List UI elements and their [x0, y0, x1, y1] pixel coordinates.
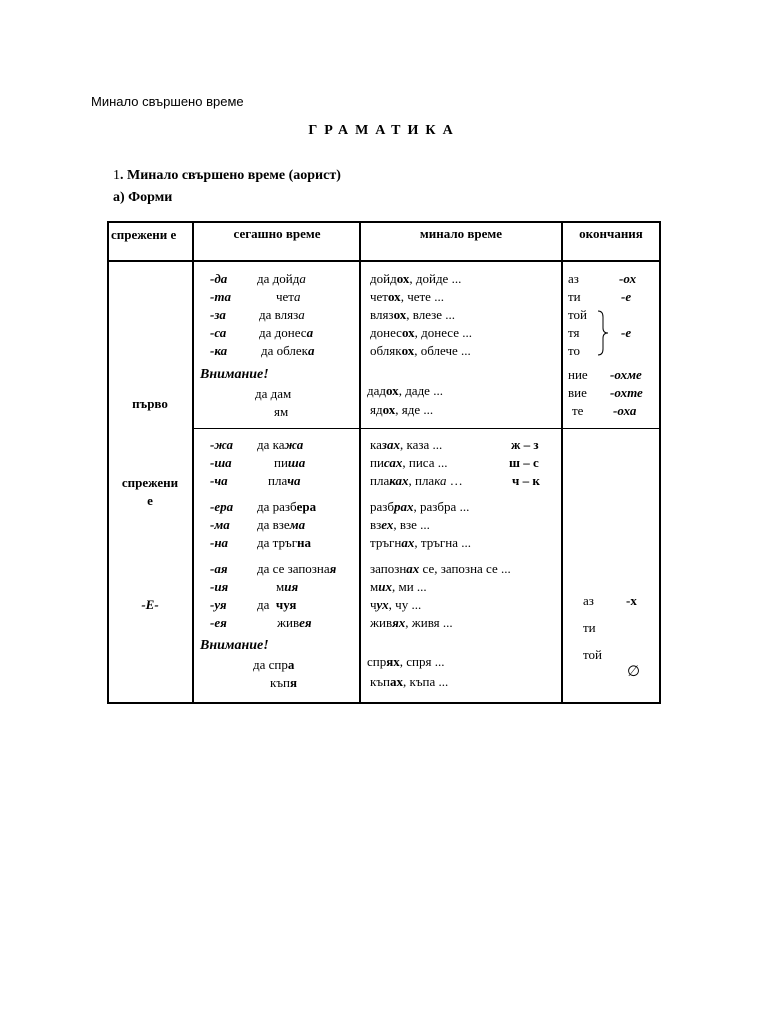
past-form: донесох, донесе ... — [370, 325, 472, 340]
section-subheading: а) Форми — [113, 190, 173, 205]
past-form: мих, ми ... — [370, 579, 427, 594]
brace-icon — [596, 310, 610, 356]
present-verb: да чуя — [257, 597, 297, 612]
suffix: -ма — [210, 517, 230, 532]
alternation: ч – к — [512, 473, 540, 488]
exception-verb: да спра — [253, 657, 295, 672]
suffix: -ея — [210, 615, 227, 630]
past-form: разбрах, разбра ... — [370, 499, 470, 514]
present-verb: да тръгна — [257, 535, 312, 550]
present-verb: да вляза — [259, 307, 305, 322]
exception-verb: къпя — [270, 675, 298, 690]
grammar-table — [107, 221, 661, 703]
alternation: ж – з — [511, 437, 539, 452]
present-verb: плача — [268, 473, 301, 488]
pronoun: той — [568, 307, 587, 322]
present-verb: да разбера — [257, 499, 317, 514]
header-note: Минало свършено време — [91, 94, 244, 109]
ending: -охте — [610, 385, 643, 400]
table-border-top — [107, 221, 661, 223]
past-form: запознах се, запозна се ... — [370, 561, 511, 576]
table-col-divider — [359, 221, 361, 704]
pronoun: ние — [568, 367, 588, 382]
suffix: -ка — [210, 343, 228, 358]
header-conjugation: спрежени е — [111, 227, 177, 242]
section-number: 1 — [113, 168, 120, 183]
conj-spr: спрежени — [121, 475, 179, 490]
suffix: -са — [210, 325, 227, 340]
header-present: сегашно време — [233, 226, 321, 241]
table-border-bottom — [107, 702, 661, 704]
exception-verb: ям — [274, 404, 289, 419]
suffix: -ша — [210, 455, 232, 470]
pronoun: аз — [568, 271, 579, 286]
suffix: -уя — [210, 597, 227, 612]
exception-verb: да дам — [255, 386, 292, 401]
suffix: -жа — [210, 437, 234, 452]
pronoun: вие — [568, 385, 587, 400]
past-form: дадох, даде ... — [367, 383, 443, 398]
suffix: -ча — [210, 473, 228, 488]
present-verb: да дойда — [257, 271, 306, 286]
suffix: -за — [210, 307, 226, 322]
ending: -е — [621, 289, 632, 304]
past-form: тръгнах, тръгна ... — [370, 535, 471, 550]
ending: -оха — [613, 403, 637, 418]
past-form: влязох, влезе ... — [370, 307, 456, 322]
conj-spr-tail: е — [147, 493, 153, 508]
conj-e: -Е- — [141, 597, 159, 612]
past-form: писах, писа ... — [370, 455, 448, 470]
empty-set-icon: ∅ — [627, 662, 641, 680]
pronoun: аз — [583, 593, 594, 608]
alternation: ш – с — [509, 455, 539, 470]
present-verb: да облека — [261, 343, 315, 358]
table-border-right — [659, 221, 661, 704]
ending: -х — [626, 593, 637, 608]
attention-note: Внимание! — [200, 367, 269, 382]
present-verb: да кажа — [257, 437, 304, 452]
past-form: казах, каза ... — [370, 437, 443, 452]
present-verb: живея — [277, 615, 312, 630]
pronoun: ти — [583, 620, 596, 635]
present-verb: пиша — [274, 455, 306, 470]
present-verb: чета — [276, 289, 301, 304]
table-col-divider — [192, 221, 194, 704]
past-form: къпах, къпа ... — [370, 674, 449, 689]
table-border-left — [107, 221, 109, 704]
ending: -охме — [610, 367, 642, 382]
past-form: живях, живя ... — [370, 615, 453, 630]
ending: -ох — [619, 271, 637, 286]
pronoun: той — [583, 647, 602, 662]
attention-note: Внимание! — [200, 638, 269, 653]
header-past: минало време — [419, 226, 503, 241]
suffix: -да — [210, 271, 228, 286]
pronoun: те — [572, 403, 584, 418]
past-form: спрях, спря ... — [367, 654, 445, 669]
page-title: ГРАМАТИКА — [308, 123, 460, 138]
section-heading-text: . Минало свършено време (аорист) — [120, 168, 341, 183]
present-verb: мия — [276, 579, 299, 594]
past-form: четох, чете ... — [370, 289, 444, 304]
suffix: -та — [210, 289, 231, 304]
table-col-divider — [561, 221, 563, 704]
table-header-divider — [107, 260, 661, 262]
past-form: взех, взе ... — [370, 517, 430, 532]
table-group-divider — [193, 428, 661, 429]
present-verb: да се запозная — [257, 561, 337, 576]
past-form: чух, чу ... — [370, 597, 422, 612]
suffix: -на — [210, 535, 229, 550]
present-verb: да донеса — [259, 325, 314, 340]
past-form: облякох, облече ... — [370, 343, 471, 358]
pronoun: тя — [568, 325, 580, 340]
pronoun: ти — [568, 289, 581, 304]
pronoun: то — [568, 343, 581, 358]
section-heading — [113, 168, 341, 184]
header-endings: окончания — [579, 226, 643, 241]
suffix: -ера — [210, 499, 234, 514]
suffix: -ия — [210, 579, 229, 594]
suffix: -ая — [210, 561, 228, 576]
ending: -е — [621, 325, 632, 340]
present-verb: да взема — [257, 517, 306, 532]
conj-first: първо — [132, 396, 168, 411]
past-form: плаках, плака … — [370, 473, 463, 488]
past-form: дойдох, дойде ... — [370, 271, 462, 286]
past-form: ядох, яде ... — [370, 402, 434, 417]
